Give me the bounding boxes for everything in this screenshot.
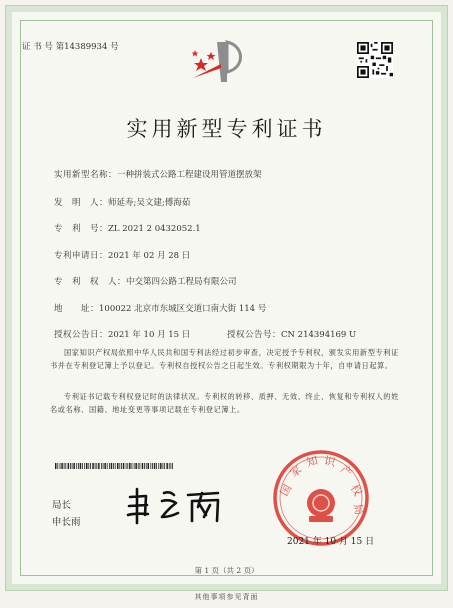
barcode-bar bbox=[68, 463, 70, 469]
svg-text:局: 局 bbox=[351, 502, 366, 516]
barcode-bar bbox=[154, 463, 156, 469]
director-name: 申长雨 bbox=[52, 517, 81, 528]
svg-text:权: 权 bbox=[347, 482, 365, 499]
barcode-bar bbox=[65, 463, 66, 469]
barcode-bar bbox=[164, 463, 165, 469]
barcode-bar bbox=[123, 463, 125, 469]
barcode-bar bbox=[80, 463, 82, 469]
barcode-bar bbox=[171, 463, 172, 469]
announce-number-value: CN 214394169 U bbox=[281, 330, 357, 340]
svg-text:知: 知 bbox=[305, 454, 320, 470]
address-value: 100022 北京市东城区交道口南大街 114 号 bbox=[99, 304, 267, 314]
barcode-bar bbox=[64, 463, 65, 469]
barcode-bar bbox=[166, 463, 168, 469]
certificate-title: 实用新型专利证书 bbox=[126, 117, 327, 141]
barcode-icon bbox=[55, 463, 173, 469]
director-signature bbox=[126, 487, 226, 527]
barcode-bar bbox=[146, 463, 147, 469]
filing-date-value: 2021 年 02 月 28 日 bbox=[108, 251, 191, 261]
barcode-bar bbox=[57, 463, 58, 469]
barcode-bar bbox=[92, 463, 94, 469]
barcode-bar bbox=[101, 463, 102, 469]
barcode-bar bbox=[172, 463, 173, 469]
barcode-bar bbox=[98, 463, 100, 469]
barcode-bar bbox=[148, 463, 150, 469]
seal-date: 2021 年 10 月 15 日 bbox=[287, 537, 375, 547]
utility-model-name-label: 实用新型名称： bbox=[54, 170, 118, 180]
certificate-number: 证 书 号 第14389934 号 bbox=[22, 42, 119, 52]
inventor-label: 发 明 人： bbox=[54, 198, 109, 208]
filing-date-row bbox=[54, 249, 190, 261]
barcode-bar bbox=[169, 463, 170, 469]
certificate-page bbox=[6, 6, 447, 590]
barcode-bar bbox=[142, 463, 144, 469]
barcode-bar bbox=[119, 463, 120, 469]
barcode-bar bbox=[104, 463, 106, 469]
filing-date-label: 专利申请日： bbox=[54, 251, 109, 261]
svg-text:国: 国 bbox=[277, 482, 295, 499]
svg-text:产: 产 bbox=[337, 462, 355, 480]
barcode-bar bbox=[78, 463, 79, 469]
svg-text:家: 家 bbox=[287, 462, 305, 480]
barcode-bar bbox=[88, 463, 89, 469]
inventor-value: 师延寿;吴文建;傅海茹 bbox=[108, 198, 191, 208]
barcode-bar bbox=[129, 463, 131, 469]
barcode-bar bbox=[111, 463, 113, 469]
patent-number-label: 专 利 号： bbox=[54, 224, 109, 234]
barcode-bar bbox=[150, 463, 151, 469]
barcode-bar bbox=[138, 463, 139, 469]
barcode-bar bbox=[61, 463, 63, 469]
barcode-bar bbox=[144, 463, 145, 469]
barcode-bar bbox=[73, 463, 75, 469]
announce-date-label: 授权公告日： bbox=[54, 330, 109, 340]
barcode-bar bbox=[72, 463, 73, 469]
patentee-label: 专 利 权 人： bbox=[54, 277, 127, 287]
barcode-bar bbox=[121, 463, 122, 469]
barcode-bar bbox=[152, 463, 153, 469]
barcode-bar bbox=[107, 463, 108, 469]
announce-number-label: 授权公告号： bbox=[227, 330, 282, 340]
certificate-inner-border bbox=[20, 20, 433, 576]
barcode-bar bbox=[103, 463, 104, 469]
inventor-row bbox=[54, 196, 190, 208]
barcode-bar bbox=[160, 463, 162, 469]
announce-date-value: 2021 年 10 月 15 日 bbox=[108, 330, 191, 340]
barcode-bar bbox=[156, 463, 157, 469]
legal-paragraph-1: 国家知识产权局依照中华人民共和国专利法经过初步审查，决定授予专利权，颁发实用新型专利证书并在专利登记簿上予以登记。专利权自授权公告之日起生效。专利权期限为十年，自申请日起算。 bbox=[50, 348, 399, 370]
address-row bbox=[54, 302, 266, 314]
barcode-bar bbox=[163, 463, 164, 469]
barcode-bar bbox=[84, 463, 85, 469]
svg-text:识: 识 bbox=[322, 454, 337, 470]
announce-date-row bbox=[54, 328, 190, 340]
patentee-row bbox=[54, 275, 237, 287]
official-seal-icon bbox=[271, 448, 371, 548]
barcode-bar bbox=[109, 463, 110, 469]
legal-paragraph-2: 专利证书记载专利权登记时的法律状况。专利权的转移、质押、无效、终止、恢复和专利权人的姓名或名称、国籍、地址变更等事项记载在专利登记簿上。 bbox=[50, 392, 399, 414]
utility-model-name-value: 一种拼装式公路工程建设用管道摆放架 bbox=[117, 170, 262, 180]
barcode-bar bbox=[135, 463, 137, 469]
director-title: 局长 bbox=[52, 500, 72, 511]
utility-model-name-row bbox=[54, 168, 262, 180]
qr-code-icon bbox=[357, 42, 393, 78]
announce-number-row bbox=[227, 328, 356, 340]
barcode-bar bbox=[115, 463, 116, 469]
barcode-bar bbox=[96, 463, 97, 469]
barcode-bar bbox=[90, 463, 91, 469]
barcode-bar bbox=[117, 463, 119, 469]
barcode-bar bbox=[86, 463, 88, 469]
barcode-bar bbox=[132, 463, 133, 469]
barcode-bar bbox=[140, 463, 141, 469]
barcode-bar bbox=[127, 463, 128, 469]
barcode-bar bbox=[134, 463, 135, 469]
barcode-bar bbox=[158, 463, 159, 469]
patentee-value: 中交第四公路工程局有限公司 bbox=[126, 277, 237, 287]
barcode-bar bbox=[126, 463, 127, 469]
barcode-bar bbox=[55, 463, 57, 469]
barcode-bar bbox=[113, 463, 114, 469]
footer-note: 其他事项参见背面 bbox=[194, 593, 259, 601]
barcode-bar bbox=[70, 463, 71, 469]
barcode-bar bbox=[82, 463, 83, 469]
patent-number-value: ZL 2021 2 0432052.1 bbox=[108, 224, 201, 234]
address-label: 地 址： bbox=[54, 304, 100, 314]
barcode-bar bbox=[60, 463, 61, 469]
barcode-bar bbox=[95, 463, 96, 469]
page-number: 第 1 页（共 2 页） bbox=[194, 566, 259, 575]
patent-number-row bbox=[54, 222, 201, 234]
barcode-bar bbox=[76, 463, 77, 469]
cnipa-logo-icon bbox=[187, 38, 247, 86]
